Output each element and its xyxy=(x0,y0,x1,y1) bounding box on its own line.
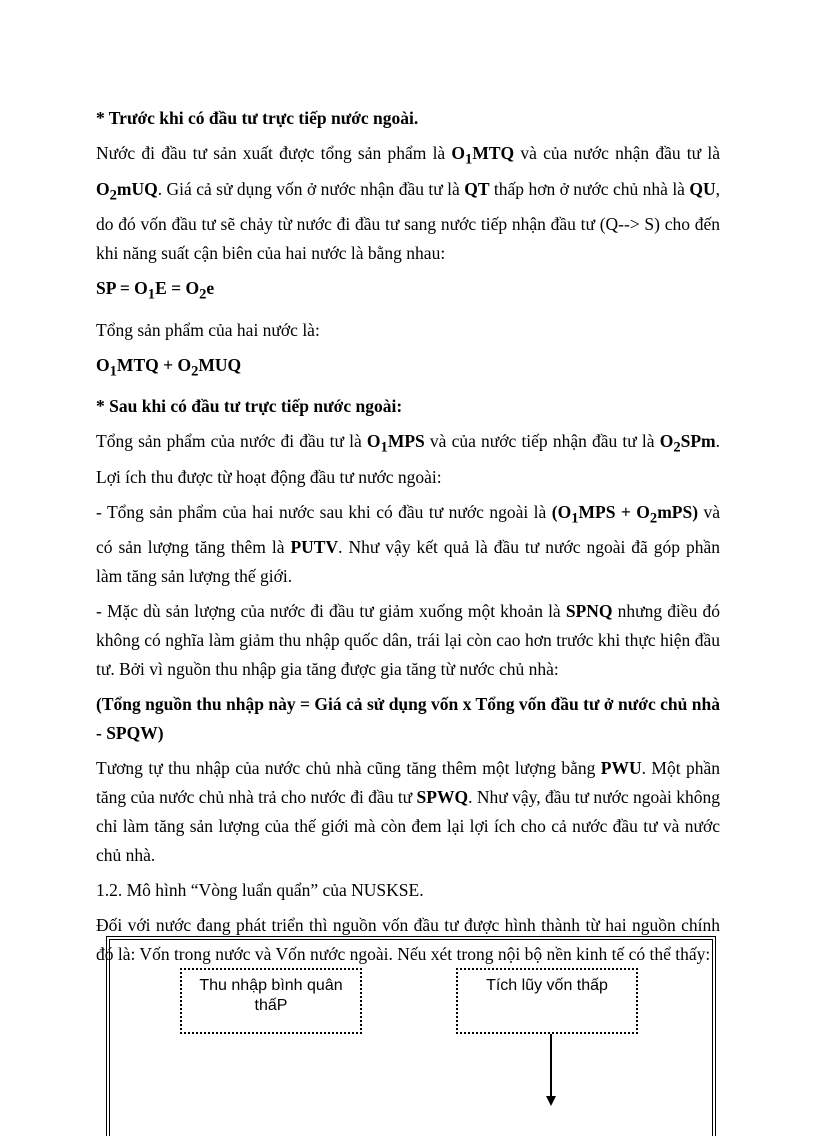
diagram-box-low-accumulation: Tích lũy vốn thấp xyxy=(456,968,638,1034)
heading-before-fdi: * Trước khi có đầu tư trực tiếp nước ngoài. xyxy=(96,108,419,128)
vicious-circle-diagram xyxy=(106,936,716,1136)
section-heading-nuskse: 1.2. Mô hình “Vòng luẩn quẩn” của NUSKSE. xyxy=(96,880,424,900)
paragraph-before-fdi: Nước đi đầu tư sản xuất được tổng sản phẩm là $O_1MTQ$ và của nước nhận đầu tư là $O_2mUQ$. Giá cả sử dụng vốn ở nước nhận đầu tư là QT thấp hơn ở nước chủ nhà là QU, do đó vốn đầu tư sẽ chảy từ nước đi đầu tư sang nước tiếp nhận đầu tư (Q--> S) cho đến khi năng suất cận biên của hai nước là bằng nhau: xyxy=(96,143,720,263)
arrow-down-icon xyxy=(546,1096,556,1106)
heading-after-fdi: * Sau khi có đầu tư trực tiếp nước ngoài: xyxy=(96,396,403,416)
diagram-box-low-income: Thu nhập bình quân thấP xyxy=(180,968,362,1034)
paragraph-income-formula: (Tổng nguồn thu nhập này = Giá cả sử dụng vốn x Tổng vốn đầu tư ở nước chủ nhà - SPQW) xyxy=(96,694,720,743)
paragraph-after-fdi: Tổng sản phẩm của nước đi đầu tư là $O_1MPS$ và của nước tiếp nhận đầu tư là $O_2SPm$. Lợi ích thu được từ hoạt động đầu tư nước ngoài: xyxy=(96,431,720,487)
equation-sp: SP = $O_1E = O_2e$ xyxy=(96,278,215,303)
paragraph-total-product: Tổng sản phẩm của hai nước là: xyxy=(96,319,320,340)
diagram-arrow-line xyxy=(550,1034,552,1098)
text-body xyxy=(96,104,720,969)
equation-total: $O_1MTQ + O_2MUQ$ xyxy=(96,354,242,379)
paragraph-total-after: - Tổng sản phẩm của hai nước sau khi có đầu tư nước ngoài là $(O_1MPS + O_2mPS)$ và có sản lượng tăng thêm là PUTV. Như vậy kết quả là đầu tư nước ngoài đã góp phần làm tăng sản lượng thế giới. xyxy=(96,501,721,586)
paragraph-output-decrease: - Mặc dù sản lượng của nước đi đầu tư giảm xuống một khoản là SPNQ nhưng điều đó không có nghĩa làm giảm thu nhập quốc dân, trái lại còn cao hơn trước khi thực hiện đầu tư. Bởi vì nguồn thu nhập gia tăng được gia tăng từ nước chủ nhà: xyxy=(96,601,720,679)
paragraph-host-income: Tương tự thu nhập của nước chủ nhà cũng tăng thêm một lượng bằng PWU. Một phần tăng của nước chủ nhà trả cho nước đi đầu tư SPWQ. Như vậy, đầu tư nước ngoài không chỉ làm tăng sản lượng của thế giới mà còn đem lại lợi ích cho cả nước đầu tư và nước chủ nhà. xyxy=(96,758,720,865)
paragraph-capital-sources: Đối với nước đang phát triển thì nguồn vốn đầu tư được hình thành từ hai nguồn chính đó là: Vốn trong nước và Vốn nước ngoài. Nếu xét trong nội bộ nền kinh tế có thể thấy: xyxy=(96,915,720,964)
